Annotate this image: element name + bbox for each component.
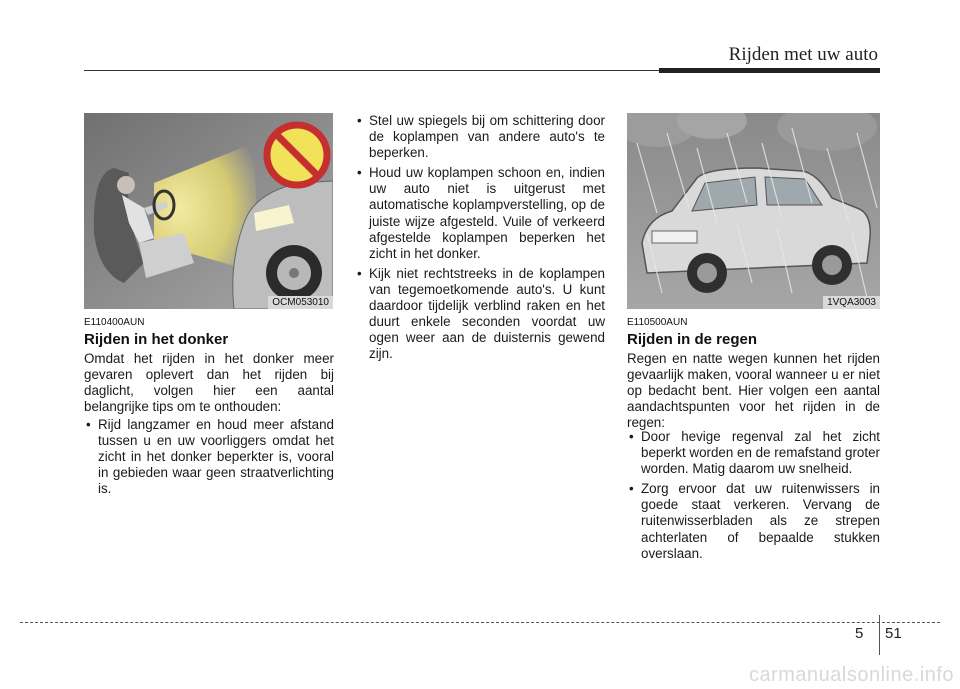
rain-driving-illustration bbox=[627, 113, 880, 309]
header-rule-accent bbox=[659, 68, 880, 73]
bullet-item: • Kijk niet rechtstreeks in de koplampen van tegemoetkomende auto's. U kunt daardoor tijdelijk verblind raken en het duurt enkele seconden voordat uw ogen weer aan de duisternis gewend zijn. bbox=[355, 266, 605, 363]
section-heading-night: Rijden in het donker bbox=[84, 331, 229, 348]
section-code-right: E110500AUN bbox=[627, 317, 688, 328]
bullet-list-rain bbox=[627, 429, 880, 566]
bullet-list-night bbox=[84, 417, 334, 501]
intro-paragraph-night: Omdat het rijden in het donker meer gevaren oplevert dan het rijden bij daglicht, volgen hier een aantal belangrijke tips om te onthouden: bbox=[84, 351, 334, 415]
figure-code-left: OCM053010 bbox=[268, 296, 333, 309]
night-driving-illustration bbox=[84, 113, 333, 309]
page-number: 51 bbox=[885, 625, 902, 642]
bullet-item: • Door hevige regenval zal het zicht beperkt worden en de remafstand groter worden. Matig daarom uw snelheid. bbox=[627, 429, 880, 477]
figure-code-right: 1VQA3003 bbox=[823, 296, 880, 309]
chapter-number: 5 bbox=[855, 625, 864, 642]
page-header-title: Rijden met uw auto bbox=[728, 44, 878, 65]
bullet-item: • Houd uw koplampen schoon en, indien uw auto niet is uitgerust met automatische koplampverstelling, op de juiste wijze afgesteld. Vuile of verkeerd afgestelde koplampen beperken het zicht in het donker. bbox=[355, 165, 605, 262]
section-code-left: E110400AUN bbox=[84, 317, 145, 328]
footer-rule bbox=[20, 622, 940, 623]
bullet-item: • Stel uw spiegels bij om schittering door de koplampen van andere auto's te beperken. bbox=[355, 113, 605, 161]
page-number-divider bbox=[879, 615, 880, 655]
watermark-text: carmanualsonline.info bbox=[748, 664, 954, 686]
bullet-item: • Zorg ervoor dat uw ruitenwissers in goede staat verkeren. Vervang de ruitenwisserbladen als ze strepen achterlaten of bepaalde stukken overslaan. bbox=[627, 481, 880, 561]
bullet-item: • Rijd langzamer en houd meer afstand tussen u en uw voorliggers omdat het zicht in het donker beperkter is, vooral in gebieden waar geen straatverlichting is. bbox=[84, 417, 334, 497]
intro-paragraph-rain: Regen en natte wegen kunnen het rijden gevaarlijk maken, vooral wanneer u er niet op bedacht bent. Hier volgen een aantal aandachtspunten voor het rijden in de regen: bbox=[627, 351, 880, 431]
section-heading-rain: Rijden in de regen bbox=[627, 331, 758, 348]
bullet-list-night-continued bbox=[355, 113, 605, 366]
